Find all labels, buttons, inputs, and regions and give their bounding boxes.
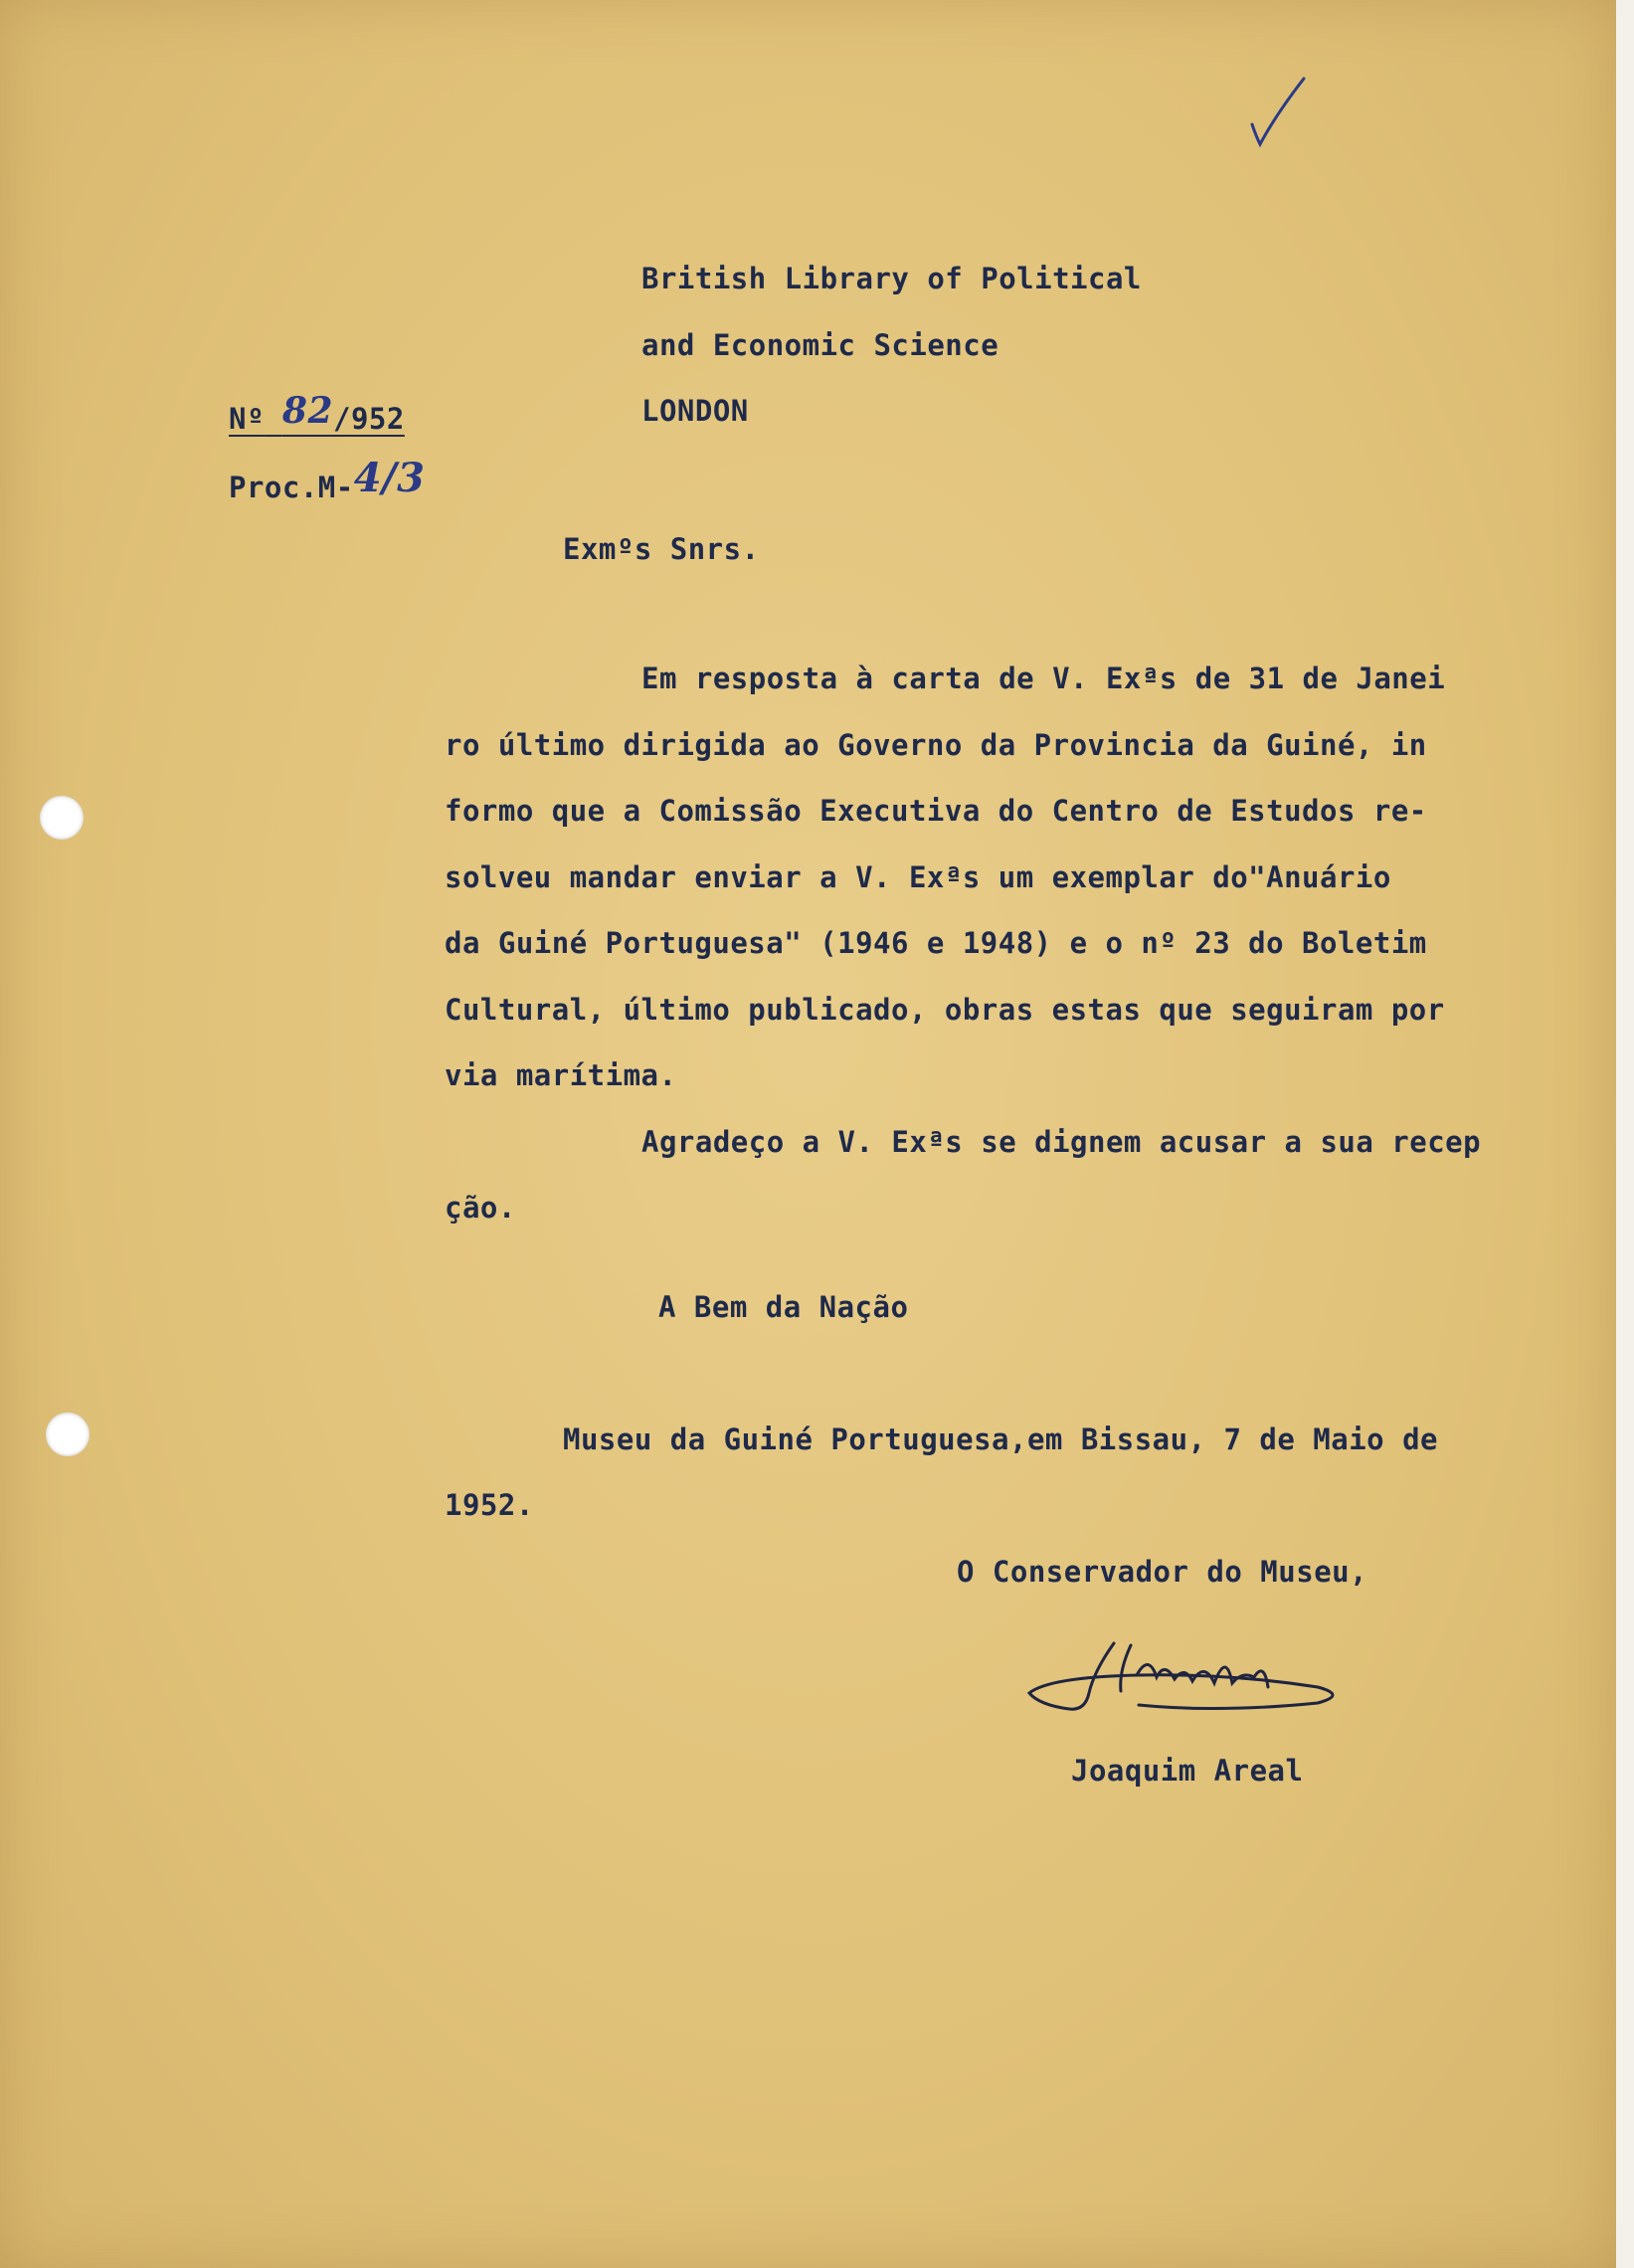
- body-line-7: via marítima.: [445, 1058, 677, 1092]
- place-date-line-1: Museu da Guiné Portuguesa,em Bissau, 7 de Maio de: [563, 1422, 1439, 1456]
- reference-no-handwritten: 82: [281, 390, 333, 432]
- process-number: [229, 455, 426, 507]
- punch-hole-top: [40, 796, 84, 840]
- process-handwritten: 4/3: [353, 455, 426, 501]
- body-line-4: solveu mandar enviar a V. Exªs um exemplar do"Anuário: [445, 860, 1391, 894]
- body-line-6: Cultural, último publicado, obras estas que seguiram por: [445, 993, 1445, 1027]
- reference-number: [229, 390, 405, 438]
- body-line-8: Agradeço a V. Exªs se dignem acusar a sua recep: [641, 1125, 1482, 1159]
- closing-formula: A Bem da Nação: [658, 1290, 909, 1324]
- reference-no-suffix: /952: [333, 402, 405, 436]
- process-prefix: Proc.M-: [229, 471, 354, 504]
- reference-no-prefix: Nº: [229, 402, 265, 436]
- signatory-title: O Conservador do Museu,: [957, 1555, 1368, 1589]
- check-mark-icon: [1248, 75, 1308, 149]
- salutation: Exmºs Snrs.: [563, 532, 760, 566]
- handwritten-signature: [1019, 1631, 1358, 1731]
- body-line-5: da Guiné Portuguesa" (1946 e 1948) e o nº 23 do Boletim: [445, 926, 1427, 960]
- recipient-line-2: and Economic Science: [641, 328, 999, 362]
- body-line-3: formo que a Comissão Executiva do Centro de Estudos re-: [445, 794, 1427, 828]
- punch-hole-bottom: [46, 1413, 90, 1456]
- recipient-line-1: British Library of Political: [641, 262, 1142, 295]
- body-line-9: ção.: [445, 1191, 516, 1225]
- recipient-line-3: LONDON: [641, 394, 749, 428]
- body-line-1: Em resposta à carta de V. Exªs de 31 de Janei: [641, 662, 1446, 695]
- body-line-2: ro último dirigida ao Governo da Provincia da Guiné, in: [445, 728, 1427, 762]
- place-date-line-2: 1952.: [445, 1488, 534, 1522]
- signatory-name: Joaquim Areal: [1071, 1754, 1304, 1788]
- scan-edge: [1616, 0, 1634, 2268]
